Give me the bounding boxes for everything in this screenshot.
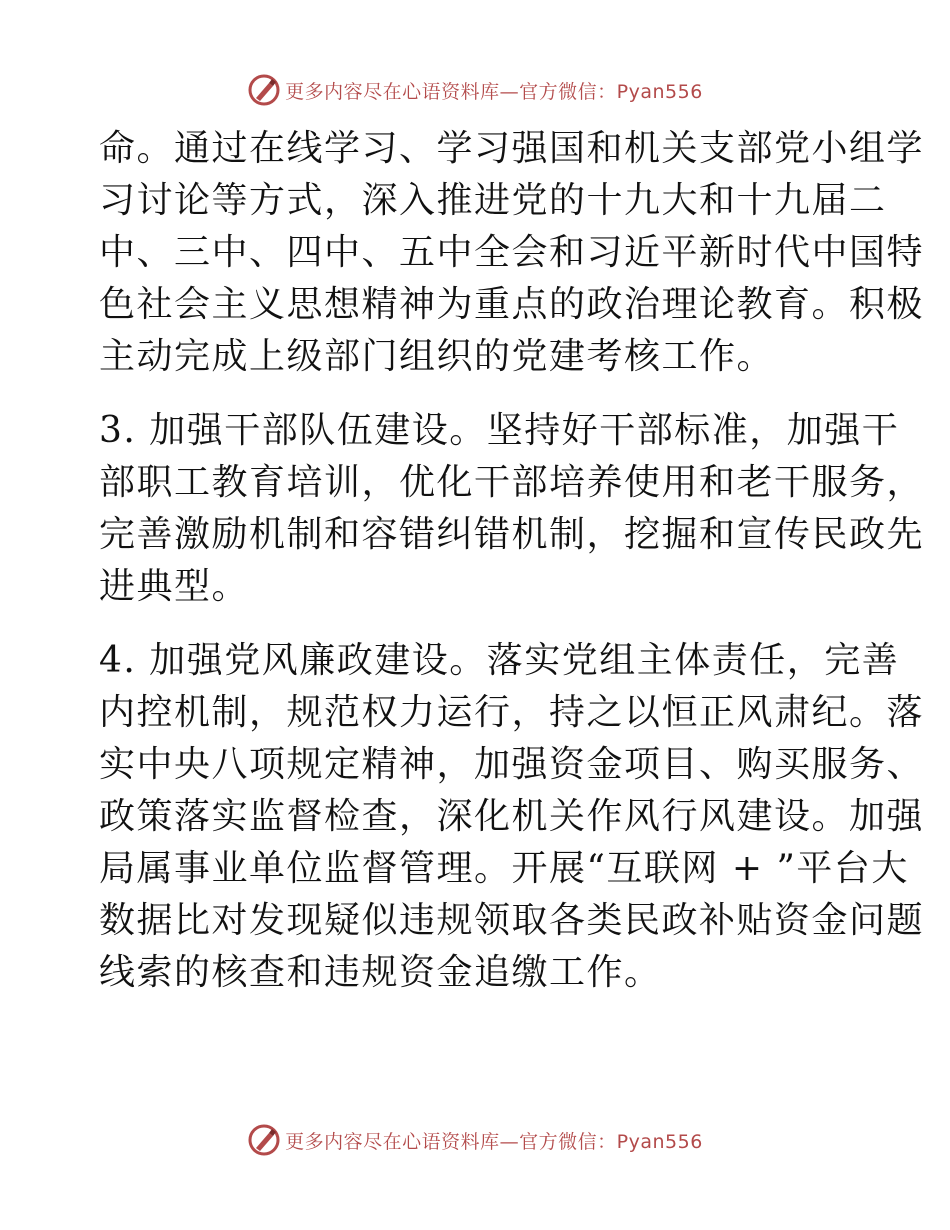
pen-logo-icon: [247, 1123, 281, 1157]
text-line: 数据比对发现疑似违规领取各类民政补贴资金问题: [99, 900, 925, 941]
text-line: 中、三中、四中、五中全会和习近平新时代中国特: [99, 232, 925, 273]
text-line: 4. 加强党风廉政建设。落实党组主体责任，完善: [99, 640, 900, 681]
header-banner-text: 更多内容尽在心语资料库—官方微信：Pyan556: [285, 80, 703, 103]
document-body: [99, 123, 925, 999]
paragraph-section-4: [99, 635, 925, 999]
text-line: 政策落实监督检查，深化机关作风行风建设。加强: [99, 796, 925, 837]
text-line: 进典型。: [99, 566, 250, 607]
text-line: 局属事业单位监督管理。开展“互联网 + ”平台大: [99, 848, 909, 889]
text-line: 部职工教育培训，优化干部培养使用和老干服务，: [99, 462, 925, 503]
footer-banner: [0, 1120, 950, 1160]
text-line: 实中央八项规定精神，加强资金项目、购买服务、: [99, 744, 925, 785]
paragraph-section-3: [99, 405, 925, 613]
text-line: 色社会主义思想精神为重点的政治理论教育。积极: [99, 284, 925, 325]
text-line: 习讨论等方式，深入推进党的十九大和十九届二: [99, 180, 887, 221]
pen-logo-icon: [247, 73, 281, 107]
text-line: 线索的核查和违规资金追缴工作。: [99, 952, 662, 993]
header-banner: [0, 70, 950, 110]
footer-banner-text: 更多内容尽在心语资料库—官方微信：Pyan556: [285, 1130, 703, 1153]
text-line: 内控机制，规范权力运行，持之以恒正风肃纪。落: [99, 692, 925, 733]
text-line: 完善激励机制和容错纠错机制，挖掘和宣传民政先: [99, 514, 925, 555]
text-line: 命。通过在线学习、学习强国和机关支部党小组学: [99, 128, 925, 169]
text-line: 主动完成上级部门组织的党建考核工作。: [99, 336, 775, 377]
paragraph-intro: [99, 123, 925, 383]
text-line: 3. 加强干部队伍建设。坚持好干部标准，加强干: [99, 410, 900, 451]
